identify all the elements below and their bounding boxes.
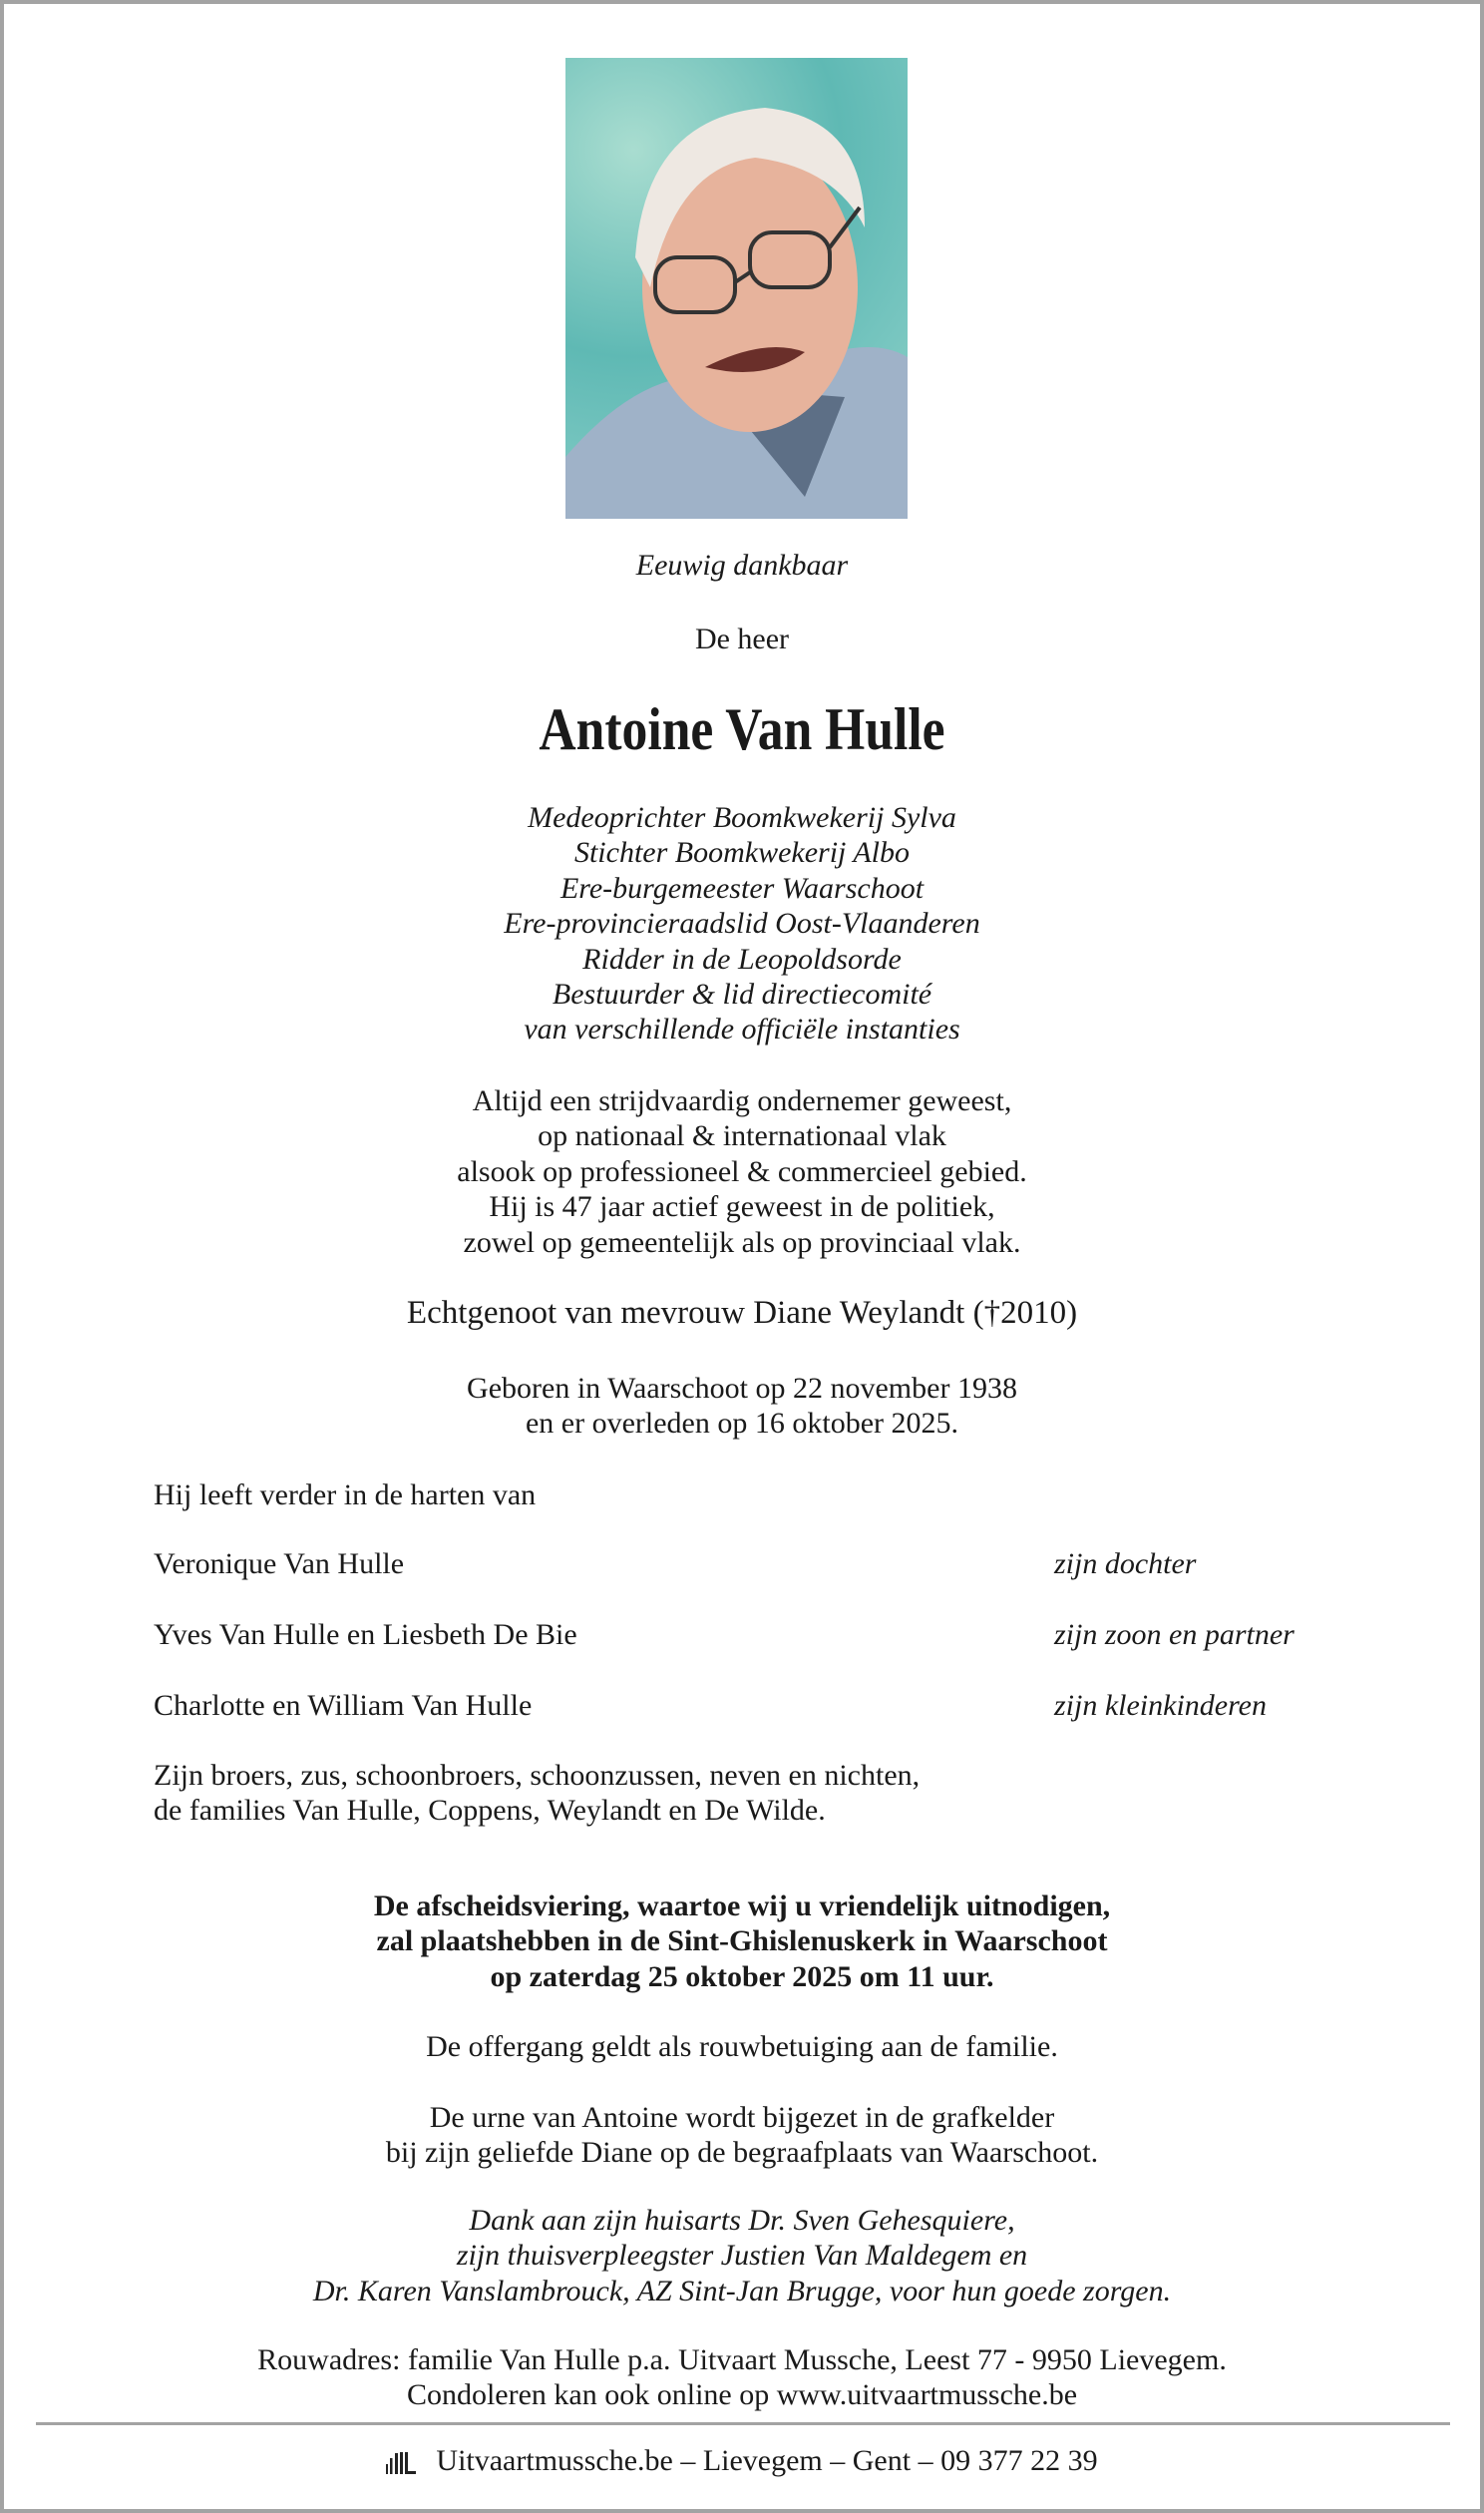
spouse: Echtgenoot van mevrouw Diane Weylandt (†2010) <box>406 1295 1078 1331</box>
title-line: Ere-burgemeester Waarschoot <box>559 871 925 905</box>
footer-text: Uitvaartmussche.be – Lievegem – Gent – 09 377 22 39 <box>436 2444 1098 2477</box>
condolence-line: Condoleren kan ook online op www.uitvaartmussche.be <box>406 2378 1078 2412</box>
survivor-relation: zijn dochter <box>1054 1547 1197 1580</box>
bio-line: zowel op gemeentelijk als op provinciaal vlak. <box>463 1225 1021 1259</box>
title-line: Bestuurder & lid directiecomité <box>552 978 932 1012</box>
family-line: de families Van Hulle, Coppens, Weylandt en De Wilde. <box>154 1794 826 1828</box>
offering-note: De offergang geldt als rouwbetuiging aan de familie. <box>426 2030 1058 2063</box>
urn-note <box>0 2100 1484 2171</box>
thanks-note <box>0 2203 1484 2308</box>
title-line: Ridder in de Leopoldsorde <box>582 942 902 976</box>
title-line: Medeoprichter Boomkwekerij Sylva <box>528 801 956 834</box>
ceremony-notice <box>0 1888 1484 1994</box>
birth-line: Geboren in Waarschoot op 22 november 1938 <box>467 1372 1017 1405</box>
thanks-line: Dr. Karen Vanslambrouck, AZ Sint-Jan Brugge, voor hun goede zorgen. <box>312 2274 1172 2307</box>
bio-line: alsook op professioneel & commercieel gebied. <box>457 1154 1027 1188</box>
uitvaart-mussche-logo-icon <box>386 2447 416 2483</box>
family-line: Zijn broers, zus, schoonbroers, schoonzussen, neven en nichten, <box>154 1759 921 1792</box>
bio-line: Altijd een strijdvaardig ondernemer geweest, <box>472 1084 1012 1117</box>
ceremony-line: De afscheidsviering, waartoe wij u vriendelijk uitnodigen, <box>373 1889 1111 1922</box>
thanks-line: Dank aan zijn huisarts Dr. Sven Gehesquiere, <box>469 2204 1015 2237</box>
title-line: Stichter Boomkwekerij Albo <box>573 836 911 870</box>
urn-line: bij zijn geliefde Diane op de begraafplaats van Waarschoot. <box>385 2136 1099 2170</box>
deceased-name: Antoine Van Hulle <box>539 696 945 762</box>
mourning-address: Rouwadres: familie Van Hulle p.a. Uitvaart Mussche, Leest 77 - 9950 Lievegem. <box>257 2343 1227 2376</box>
dates <box>0 1371 1484 1442</box>
divider <box>36 2422 1450 2425</box>
epigraph: Eeuwig dankbaar <box>635 549 849 582</box>
thanks-line: zijn thuisverpleegster Justien Van Maldegem en <box>456 2239 1028 2273</box>
title-line: Ere-provincieraadslid Oost-Vlaanderen <box>504 907 980 941</box>
title-line: van verschillende officiële instanties <box>524 1013 960 1047</box>
survivor-relation: zijn kleinkinderen <box>1054 1689 1267 1722</box>
survivor-name: Yves Van Hulle en Liesbeth De Bie <box>154 1618 577 1651</box>
footer <box>0 2443 1484 2483</box>
titles-list <box>0 800 1484 1047</box>
survivor-relation: zijn zoon en partner <box>1054 1618 1295 1651</box>
bio-line: op nationaal & internationaal vlak <box>538 1119 946 1153</box>
contact-info <box>0 2342 1484 2413</box>
survivor-name: Veronique Van Hulle <box>154 1547 405 1580</box>
bio-line: Hij is 47 jaar actief geweest in de politiek, <box>489 1190 995 1224</box>
ceremony-line: zal plaatshebben in de Sint-Ghislenuskerk in Waarschoot <box>376 1924 1108 1958</box>
survivor-name: Charlotte en William Van Hulle <box>154 1689 533 1722</box>
salutation: De heer <box>694 623 790 655</box>
death-line: en er overleden op 16 oktober 2025. <box>525 1407 959 1441</box>
extended-family <box>154 1758 920 1829</box>
urn-line: De urne van Antoine wordt bijgezet in de grafkelder <box>429 2101 1055 2134</box>
ceremony-line: op zaterdag 25 oktober 2025 om 11 uur. <box>490 1959 994 1993</box>
bio-paragraph <box>0 1083 1484 1260</box>
portrait-photo <box>565 58 908 519</box>
survivors-intro: Hij leeft verder in de harten van <box>154 1478 537 1511</box>
